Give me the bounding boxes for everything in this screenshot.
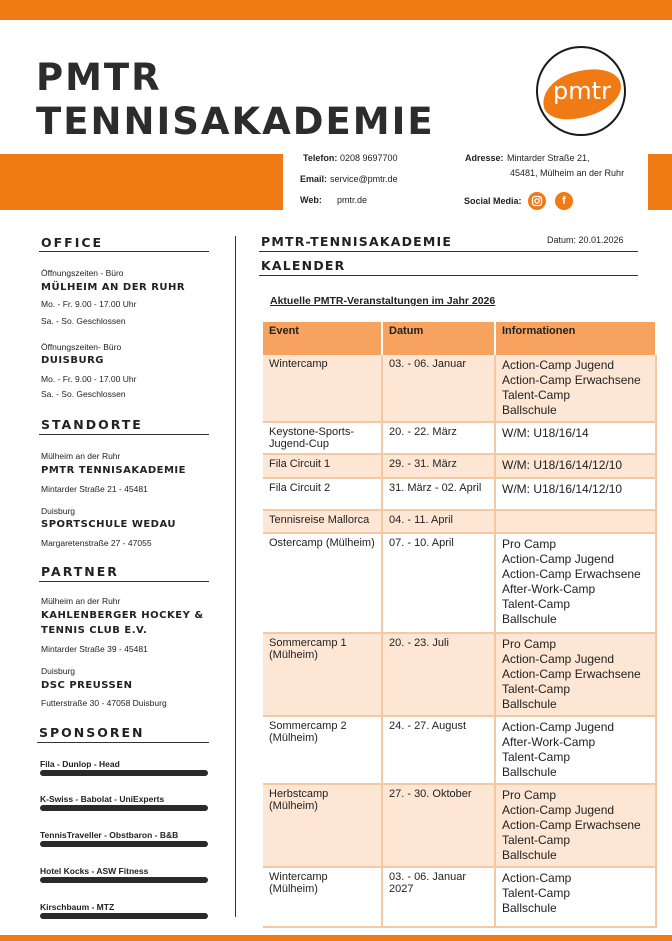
sponsor-bar-1 bbox=[40, 770, 208, 776]
event-info-line: Action-Camp Erwachsene bbox=[502, 818, 641, 832]
event-info bbox=[495, 533, 656, 633]
address-label: Adresse: bbox=[465, 153, 504, 163]
standort-1-city: Mülheim an der Ruhr bbox=[41, 451, 121, 461]
partner-divider bbox=[39, 581, 209, 582]
address-line-1: Mintarder Straße 21, bbox=[507, 153, 590, 163]
event-info-line: Action-Camp Erwachsene bbox=[502, 373, 641, 387]
event-info-line: Pro Camp bbox=[502, 637, 557, 651]
event-info bbox=[495, 716, 656, 784]
event-info-line: Action-Camp Erwachsene bbox=[502, 667, 641, 681]
office-1-label: Öffnungszeiten - Büro bbox=[41, 268, 124, 278]
sponsoren-heading: SPONSOREN bbox=[39, 725, 145, 740]
event-info bbox=[495, 510, 656, 533]
event-date: 29. - 31. März bbox=[382, 454, 495, 478]
address-line-2: 45481, Mülheim an der Ruhr bbox=[510, 168, 625, 178]
event-info-line: Talent-Camp bbox=[502, 886, 571, 900]
bottom-accent-bar bbox=[0, 935, 672, 941]
event-info-line: Action-Camp Jugend bbox=[502, 552, 615, 566]
event-info bbox=[495, 633, 656, 716]
sponsor-bar-2 bbox=[40, 805, 208, 811]
event-info-line: Action-Camp Jugend bbox=[502, 652, 615, 666]
table-header-row bbox=[263, 322, 656, 355]
sponsor-line-4: Hotel Kocks - ASW Fitness bbox=[40, 866, 149, 876]
social-media-label: Social Media: bbox=[464, 196, 522, 206]
email-value[interactable]: service@pmtr.de bbox=[330, 174, 398, 184]
title-line-2: TENNISAKADEMIE bbox=[36, 100, 435, 143]
office-heading: OFFICE bbox=[41, 235, 104, 250]
calendar-heading-line-1: PMTR-TENNISAKADEMIE bbox=[261, 234, 453, 249]
office-2-hours-weekday: Mo. - Fr. 9.00 - 17.00 Uhr bbox=[41, 374, 137, 384]
column-header-date: Datum bbox=[382, 322, 495, 355]
standort-2-name: SPORTSCHULE WEDAU bbox=[41, 519, 177, 530]
event-info-line: Action-Camp Erwachsene bbox=[502, 567, 641, 581]
event-name: Sommercamp 2 (Mülheim) bbox=[263, 716, 382, 784]
partner-heading: PARTNER bbox=[41, 564, 119, 579]
event-date: 31. März - 02. April bbox=[382, 478, 495, 510]
event-info-line: Ballschule bbox=[502, 765, 557, 779]
event-name: Fila Circuit 2 bbox=[263, 478, 382, 510]
event-info-line: Action-Camp bbox=[502, 871, 572, 885]
event-date: 24. - 27. August bbox=[382, 716, 495, 784]
sponsor-line-1: Fila - Dunlop - Head bbox=[40, 759, 120, 769]
column-header-event: Event bbox=[263, 322, 382, 355]
event-name: Wintercamp (Mülheim) bbox=[263, 867, 382, 927]
office-1-city: MÜLHEIM AN DER RUHR bbox=[41, 282, 186, 293]
standorte-heading: STANDORTE bbox=[41, 417, 143, 432]
event-info-line: Ballschule bbox=[502, 403, 557, 417]
event-info-line: W/M: U18/16/14/12/10 bbox=[502, 458, 623, 472]
partner-1-city: Mülheim an der Ruhr bbox=[41, 596, 121, 606]
event-info bbox=[495, 867, 656, 927]
standort-1-address: Mintarder Straße 21 - 45481 bbox=[41, 484, 148, 494]
event-date: 20. - 22. März bbox=[382, 422, 495, 454]
table-row bbox=[263, 478, 656, 510]
sponsor-line-3: TennisTraveller - Obstbaron - B&B bbox=[40, 830, 179, 840]
sponsor-bar-4 bbox=[40, 877, 208, 883]
event-info bbox=[495, 355, 656, 422]
table-row bbox=[263, 454, 656, 478]
events-table bbox=[263, 322, 657, 928]
standort-1-name: PMTR TENNISAKADEMIE bbox=[41, 465, 186, 476]
event-info bbox=[495, 454, 656, 478]
calendar-subtitle: Aktuelle PMTR-Veranstaltungen im Jahr 2026 bbox=[270, 295, 496, 307]
event-name: Keystone-Sports-Jugend-Cup bbox=[263, 422, 382, 454]
event-date: 04. - 11. April bbox=[382, 510, 495, 533]
top-accent-bar bbox=[0, 0, 672, 20]
table-row bbox=[263, 533, 656, 633]
office-1-hours-weekday: Mo. - Fr. 9.00 - 17.00 Uhr bbox=[41, 299, 137, 309]
event-date: 20. - 23. Juli bbox=[382, 633, 495, 716]
instagram-icon[interactable] bbox=[528, 192, 546, 210]
header-accent-block-right bbox=[648, 154, 672, 210]
event-info-line: Talent-Camp bbox=[502, 597, 571, 611]
event-date: 27. - 30. Oktober bbox=[382, 784, 495, 867]
phone-value[interactable]: 0208 9697700 bbox=[340, 153, 398, 163]
table-row bbox=[263, 633, 656, 716]
sponsoren-divider bbox=[37, 742, 209, 743]
document-date: Datum: 20.01.2026 bbox=[547, 235, 624, 245]
header-accent-block-left bbox=[0, 154, 283, 210]
event-name: Ostercamp (Mülheim) bbox=[263, 533, 382, 633]
partner-1-name-line-2: TENNIS CLUB E.V. bbox=[41, 625, 148, 636]
event-info-line: Ballschule bbox=[502, 848, 557, 862]
event-info-line: W/M: U18/16/14/12/10 bbox=[502, 482, 623, 496]
partner-1-address: Mintarder Straße 39 - 45481 bbox=[41, 644, 148, 654]
sponsor-bar-5 bbox=[40, 913, 208, 919]
logo-text: pmtr bbox=[553, 77, 611, 105]
sponsor-line-5: Kirschbaum - MTZ bbox=[40, 902, 115, 912]
event-info bbox=[495, 478, 656, 510]
event-info-line: Ballschule bbox=[502, 901, 557, 915]
event-info-line: Ballschule bbox=[502, 697, 557, 711]
partner-1-name-line-1: KAHLENBERGER HOCKEY & bbox=[41, 610, 204, 621]
calendar-heading-divider-2 bbox=[259, 275, 638, 276]
event-name: Sommercamp 1 (Mülheim) bbox=[263, 633, 382, 716]
event-info-line: W/M: U18/16/14 bbox=[502, 426, 589, 440]
column-header-info: Informationen bbox=[495, 322, 656, 355]
event-date: 03. - 06. Januar 2027 bbox=[382, 867, 495, 927]
calendar-heading-line-2: KALENDER bbox=[261, 258, 346, 273]
event-info-line: Action-Camp Jugend bbox=[502, 358, 615, 372]
table-row bbox=[263, 422, 656, 454]
event-name: Herbstcamp (Mülheim) bbox=[263, 784, 382, 867]
office-2-label: Öffnungszeiten- Büro bbox=[41, 342, 122, 352]
table-row bbox=[263, 716, 656, 784]
event-name: Tennisreise Mallorca bbox=[263, 510, 382, 533]
standort-2-city: Duisburg bbox=[41, 506, 76, 516]
event-info-line: Action-Camp Jugend bbox=[502, 720, 615, 734]
partner-2-address: Futterstraße 30 - 47058 Duisburg bbox=[41, 698, 167, 708]
office-1-hours-weekend: Sa. - So. Geschlossen bbox=[41, 316, 126, 326]
event-info-line: Ballschule bbox=[502, 612, 557, 626]
event-name: Fila Circuit 1 bbox=[263, 454, 382, 478]
web-label: Web: bbox=[300, 195, 322, 205]
event-name: Wintercamp bbox=[263, 355, 382, 422]
event-date: 07. - 10. April bbox=[382, 533, 495, 633]
event-info-line: Talent-Camp bbox=[502, 682, 571, 696]
standorte-divider bbox=[39, 434, 209, 435]
table-row bbox=[263, 867, 656, 927]
event-date: 03. - 06. Januar bbox=[382, 355, 495, 422]
event-info bbox=[495, 422, 656, 454]
table-row bbox=[263, 784, 656, 867]
event-info-line: After-Work-Camp bbox=[502, 735, 596, 749]
event-info-line: Pro Camp bbox=[502, 788, 557, 802]
standort-2-address: Margaretenstraße 27 - 47055 bbox=[41, 538, 152, 548]
office-2-city: DUISBURG bbox=[41, 355, 104, 366]
event-info-line: Talent-Camp bbox=[502, 750, 571, 764]
office-divider bbox=[39, 251, 209, 252]
event-info-line: Talent-Camp bbox=[502, 833, 571, 847]
event-info-line: Pro Camp bbox=[502, 537, 557, 551]
event-info-line: Action-Camp Jugend bbox=[502, 803, 615, 817]
title-line-1: PMTR bbox=[36, 56, 162, 99]
facebook-icon[interactable]: f bbox=[555, 192, 573, 210]
event-info-line: After-Work-Camp bbox=[502, 582, 596, 596]
sponsor-line-2: K-Swiss - Babolat - UniExperts bbox=[40, 794, 165, 804]
email-label: Email: bbox=[300, 174, 328, 184]
table-row bbox=[263, 355, 656, 422]
column-divider bbox=[235, 236, 236, 917]
phone-label: Telefon: bbox=[303, 153, 338, 163]
web-value[interactable]: pmtr.de bbox=[337, 195, 368, 205]
page-title bbox=[36, 56, 435, 144]
event-info bbox=[495, 784, 656, 867]
event-info-line: Talent-Camp bbox=[502, 388, 571, 402]
partner-2-name: DSC PREUSSEN bbox=[41, 680, 133, 691]
sponsor-bar-3 bbox=[40, 841, 208, 847]
calendar-heading-divider-1 bbox=[259, 251, 638, 252]
table-row bbox=[263, 510, 656, 533]
office-2-hours-weekend: Sa. - So. Geschlossen bbox=[41, 389, 126, 399]
partner-2-city: Duisburg bbox=[41, 666, 76, 676]
